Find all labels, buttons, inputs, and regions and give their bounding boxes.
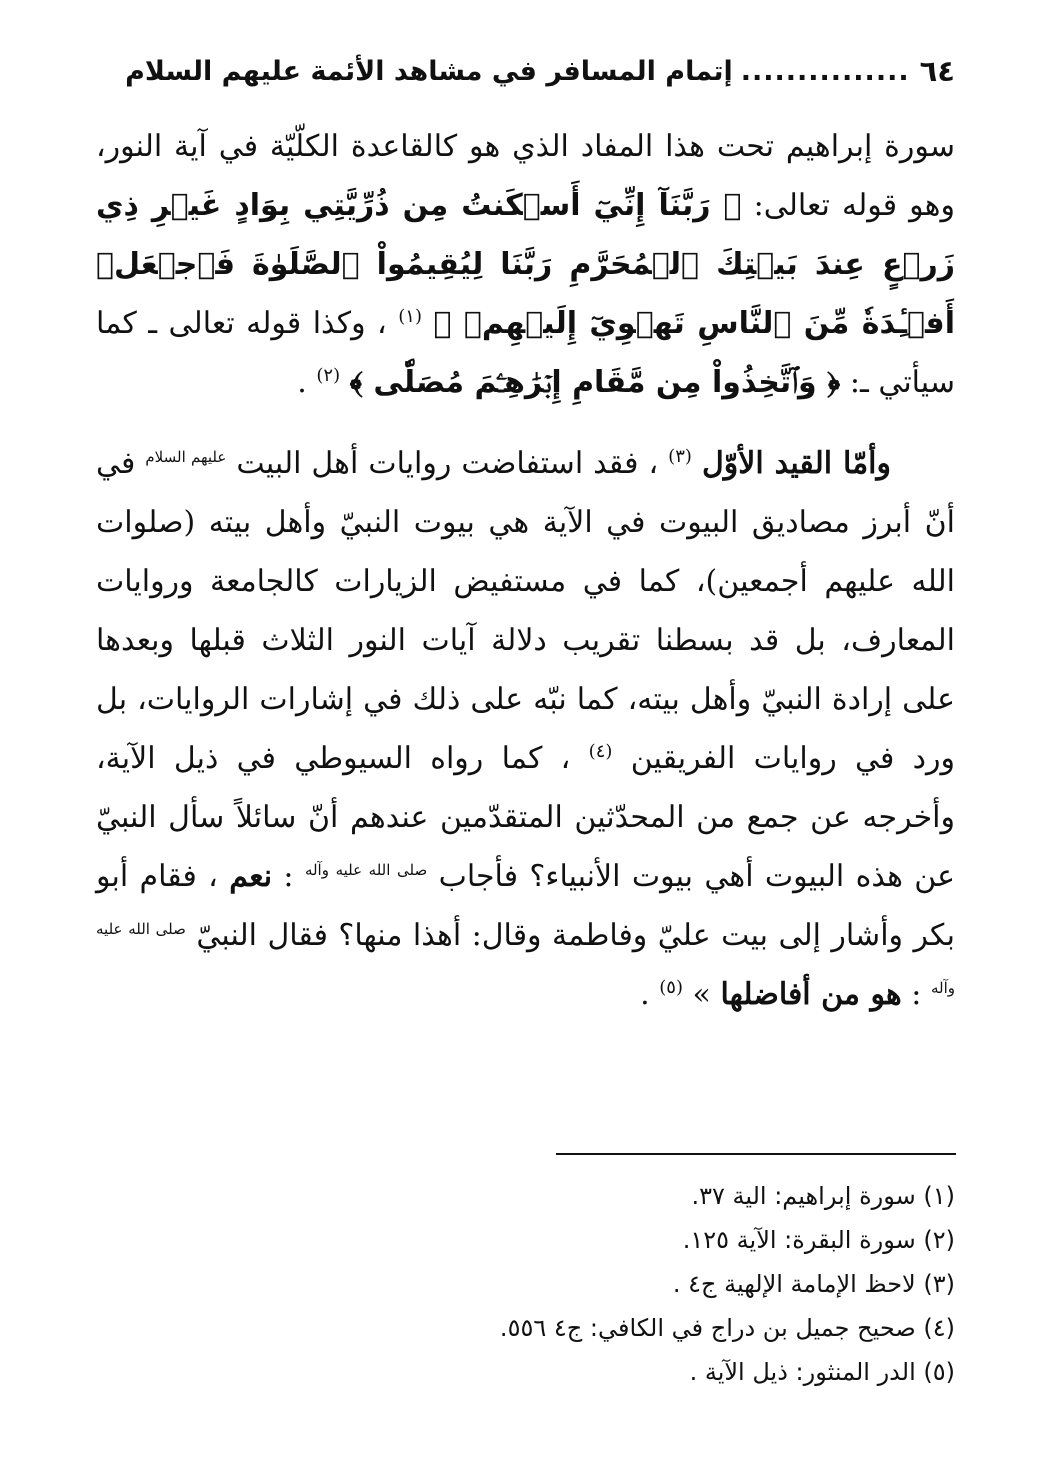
paragraph-2-lead: وأمّا القيد الأوّل [701, 446, 892, 481]
paragraph-1-text-1: سورة إبراهيم تحت هذا المفاد الذي هو كالقاعدة الكلّيّة في آية النور، وهو قوله تعالى: [96, 129, 955, 223]
footnote-separator [556, 1153, 956, 1155]
prophet-answer-best: هو من أفاضلها [720, 977, 902, 1012]
footnote-1: (١) سورة إبراهيم: الية ٣٧. [691, 1182, 955, 1210]
paragraph-2-text-5: ، فقام أبو بكر وأشار إلى بيت عليّ وفاطمة وقال: أهذا منها؟ فقال النبيّ [96, 859, 955, 953]
footnote-ref-3[interactable]: (٣) [668, 446, 692, 467]
book-title: إتمام المسافر في مشاهد الأئمة عليهم السلام [125, 55, 733, 87]
footnote-5: (٥) الدر المنثور: ذيل الآية . [689, 1358, 955, 1386]
footnote-2: (٢) سورة البقرة: الآية ١٢٥. [682, 1226, 955, 1254]
honorific-prophet-1: صلى الله عليه وآله [304, 861, 428, 879]
leader-dots: ............... [740, 55, 910, 87]
paragraph-2-end: . [640, 977, 650, 1012]
running-head [96, 48, 955, 94]
paragraph-1 [96, 117, 955, 412]
closing-quote: » [692, 977, 711, 1012]
paragraph-2-text-6: : [901, 977, 922, 1012]
paragraph-2-text-4: : [272, 859, 294, 894]
footnotes-list [96, 1174, 955, 1394]
footnote-ref-4[interactable]: (٤) [588, 741, 613, 762]
paragraph-2-text-3: ، كما رواه السيوطي في ذيل الآية، وأخرجه عن جمع من المحدّثين المتقدّمين عندهم أنّ سائلاً سأل النبيّ عن هذه البيوت أهي بيوت الأنبياء؟ فأجاب [96, 741, 956, 894]
page-number: ٦٤ [919, 54, 955, 88]
quran-verse-2: ﴿ وَٱتَّخِذُواْ مِن مَّقَامِ إِبۡرَٰهِـۧمَ مُصَلّٗى ﴾ [349, 365, 841, 400]
honorific-ahl-al-bayt: عليهم السلام [145, 448, 227, 466]
honorific-prophet-2: صلى الله عليه وآله [96, 920, 955, 997]
footnote-ref-2[interactable]: (٢) [316, 365, 341, 386]
paragraph-2-text-2: في أنّ أبرز مصاديق البيوت في الآية هي بيوت النبيّ وأهل بيته (صلوات الله عليهم أجمعين)، كما في مستفيض الزيارات كالجامعة وروايات المعارف، بل قد بسطنا تقريب دلالة آيات النور الثلاث قبلها وبعدها على إرادة النبيّ وأهل بيته، كما نبّه على ذلك في إشارات الروايات، بل ورد في روايات الفريقين [96, 446, 955, 776]
footnote-ref-1[interactable]: (١) [398, 306, 422, 327]
paragraph-1-end: . [297, 365, 307, 400]
footnote-ref-5[interactable]: (٥) [659, 977, 683, 998]
paragraph-2-text-1: ، فقد استفاضت روايات أهل البيت [236, 446, 659, 481]
footnote-4: (٤) صحيح جميل بن دراج في الكافي: ج٤ ٥٥٦. [499, 1314, 955, 1342]
footnote-3: (٣) لاحظ الإمامة الإلهية ج٤ . [672, 1270, 955, 1298]
prophet-answer-yes: نعم [229, 859, 273, 894]
paragraph-1-text-2: ، وكذا قوله تعالى ـ كما سيأتي ـ: [96, 306, 955, 400]
paragraph-2 [96, 434, 955, 1024]
quran-verse-1: ﴿ رَبَّنَآ إِنِّيٓ أَسۡكَنتُ مِن ذُرِّيَّتِي بِوَادٍ غَيۡرِ ذِي زَرۡعٍ عِندَ بَيۡتِكَ ٱلۡمُحَرَّمِ رَبَّنَا لِيُقِيمُواْ ٱلصَّلَوٰةَ فَٱجۡعَلۡ أَفۡـِٔدَةٗ مِّنَ ٱلنَّاسِ تَهۡوِيٓ إِلَيۡهِمۡ ﴾ [96, 188, 955, 341]
